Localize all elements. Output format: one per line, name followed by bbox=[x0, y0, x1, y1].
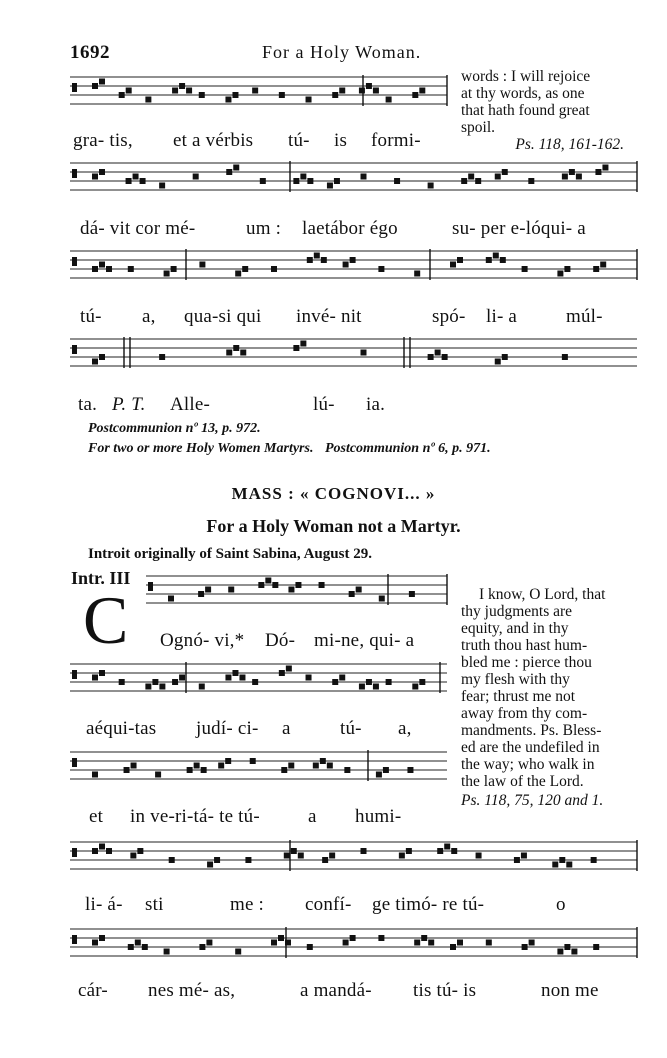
neume-note bbox=[361, 350, 367, 356]
neume-note bbox=[386, 97, 392, 103]
lyric-syllable: aéqui-tas bbox=[86, 718, 157, 739]
neume-note bbox=[361, 174, 367, 180]
lyric-syllable: o bbox=[556, 894, 566, 915]
chant-staff bbox=[146, 574, 447, 605]
neume-note bbox=[332, 92, 338, 98]
psalm-reference: Ps. 118, 161-162. bbox=[515, 136, 624, 153]
neume-note bbox=[521, 853, 527, 859]
neume-note bbox=[226, 169, 232, 175]
side-note-line: away from thy com- bbox=[461, 705, 588, 722]
neume-note bbox=[239, 675, 245, 681]
neume-note bbox=[407, 767, 413, 773]
neume-note bbox=[386, 679, 392, 685]
neume-note bbox=[201, 767, 207, 773]
neume-note bbox=[232, 92, 238, 98]
neume-note bbox=[562, 354, 568, 360]
neume-note bbox=[265, 578, 271, 584]
neume-note bbox=[99, 169, 105, 175]
neume-note bbox=[168, 596, 174, 602]
neume-note bbox=[252, 88, 258, 94]
neume-note bbox=[593, 266, 599, 272]
neume-note bbox=[320, 758, 326, 764]
neume-note bbox=[394, 178, 400, 184]
lyric-syllable: is bbox=[334, 130, 348, 151]
neume-note bbox=[245, 857, 251, 863]
neume-note bbox=[557, 271, 563, 277]
lyric-syllable: lú- bbox=[313, 394, 335, 415]
neume-note bbox=[286, 666, 292, 672]
neume-note bbox=[271, 266, 277, 272]
side-note-translation-1 bbox=[461, 68, 636, 153]
neume-note bbox=[159, 354, 165, 360]
neume-note bbox=[475, 178, 481, 184]
neume-note bbox=[92, 675, 98, 681]
neume-note bbox=[344, 767, 350, 773]
side-note-line: fear; thrust me not bbox=[461, 688, 576, 705]
neume-note bbox=[373, 88, 379, 94]
neume-note bbox=[128, 266, 134, 272]
lyric-syllable: múl- bbox=[566, 306, 603, 327]
neume-note bbox=[379, 596, 385, 602]
neume-note bbox=[92, 359, 98, 365]
neume-note bbox=[142, 944, 148, 950]
side-note-line: spoil. bbox=[461, 119, 496, 136]
neume-note bbox=[332, 679, 338, 685]
neume-note bbox=[99, 262, 105, 268]
lyric-syllable: a, bbox=[142, 306, 156, 327]
neume-note bbox=[442, 354, 448, 360]
neume-note bbox=[307, 178, 313, 184]
lyric-syllable: spó- bbox=[432, 306, 466, 327]
neume-note bbox=[130, 853, 136, 859]
neume-note bbox=[92, 848, 98, 854]
lyric-syllable: a bbox=[282, 718, 291, 739]
lyric-syllable: in ve-ri-tá- te tú- bbox=[130, 806, 260, 827]
neume-note bbox=[566, 862, 572, 868]
neume-note bbox=[444, 844, 450, 850]
side-note-line: words : I will rejoice bbox=[461, 68, 591, 85]
neume-note bbox=[564, 266, 570, 272]
neume-note bbox=[409, 591, 415, 597]
neume-note bbox=[571, 949, 577, 955]
neume-note bbox=[557, 949, 563, 955]
neume-note bbox=[327, 763, 333, 769]
chant-staff bbox=[70, 337, 637, 368]
lyric-syllable: et bbox=[89, 806, 104, 827]
c-clef bbox=[72, 169, 77, 178]
neume-note bbox=[199, 262, 205, 268]
neume-note bbox=[199, 684, 205, 690]
neume-note bbox=[242, 266, 248, 272]
neume-note bbox=[300, 341, 306, 347]
neume-note bbox=[300, 174, 306, 180]
neume-note bbox=[233, 165, 239, 171]
neume-note bbox=[126, 88, 132, 94]
neume-note bbox=[284, 853, 290, 859]
chant-staff bbox=[70, 927, 637, 958]
neume-note bbox=[406, 848, 412, 854]
lyric-syllable: a mandá- bbox=[300, 980, 372, 1001]
neume-note bbox=[569, 169, 575, 175]
neume-note bbox=[226, 350, 232, 356]
neume-note bbox=[378, 266, 384, 272]
neume-note bbox=[214, 857, 220, 863]
neume-note bbox=[366, 83, 372, 89]
side-note-line: bled me : pierce thou bbox=[461, 654, 592, 671]
neume-note bbox=[140, 178, 146, 184]
neume-note bbox=[457, 940, 463, 946]
neume-note bbox=[476, 853, 482, 859]
neume-note bbox=[486, 940, 492, 946]
neume-note bbox=[602, 165, 608, 171]
c-clef bbox=[72, 848, 77, 857]
lyric-syllable: nes mé- as, bbox=[148, 980, 236, 1001]
neume-note bbox=[343, 940, 349, 946]
neume-note bbox=[206, 940, 212, 946]
lyric-syllable: Dó- bbox=[265, 630, 296, 651]
lyric-syllable: qua-si qui bbox=[184, 306, 262, 327]
neume-note bbox=[419, 88, 425, 94]
neume-note bbox=[522, 944, 528, 950]
neume-note bbox=[495, 174, 501, 180]
side-note-line: at thy words, as one bbox=[461, 85, 585, 102]
c-clef bbox=[72, 345, 77, 354]
neume-note bbox=[314, 253, 320, 259]
neume-note bbox=[295, 582, 301, 588]
neume-note bbox=[428, 940, 434, 946]
neume-note bbox=[600, 262, 606, 268]
side-note-line: I know, O Lord, that bbox=[479, 586, 606, 603]
neume-note bbox=[486, 257, 492, 263]
neume-note bbox=[225, 758, 231, 764]
for-two-text: For two or more Holy Women Martyrs. bbox=[88, 441, 314, 456]
neume-note bbox=[199, 92, 205, 98]
lyric-syllable: ge timó- re tú- bbox=[372, 894, 485, 915]
lyric-syllable: tis tú- is bbox=[413, 980, 477, 1001]
lyric-syllable: et a vérbis bbox=[173, 130, 254, 151]
neume-note bbox=[186, 88, 192, 94]
neume-note bbox=[119, 679, 125, 685]
neume-note bbox=[502, 169, 508, 175]
neume-note bbox=[414, 271, 420, 277]
lyric-syllable: me : bbox=[230, 894, 265, 915]
neume-note bbox=[428, 183, 434, 189]
neume-note bbox=[356, 587, 362, 593]
neume-note bbox=[468, 174, 474, 180]
neume-note bbox=[293, 345, 299, 351]
neume-note bbox=[205, 587, 211, 593]
neume-note bbox=[291, 848, 297, 854]
neume-note bbox=[313, 763, 319, 769]
c-clef bbox=[148, 582, 153, 591]
neume-note bbox=[128, 944, 134, 950]
lyric-syllable: su- per e-lóqui- a bbox=[452, 218, 586, 239]
neume-note bbox=[334, 178, 340, 184]
for-two-postcommunion: Postcommunion nº 6, p. 971. bbox=[324, 441, 491, 456]
neume-note bbox=[322, 857, 328, 863]
neume-note bbox=[99, 935, 105, 941]
neume-note bbox=[576, 174, 582, 180]
neume-note bbox=[288, 587, 294, 593]
neume-note bbox=[412, 684, 418, 690]
lyric-syllable: a, bbox=[398, 718, 412, 739]
neume-note bbox=[159, 684, 165, 690]
neume-note bbox=[135, 940, 141, 946]
lyric-syllable: ta. bbox=[78, 394, 98, 415]
side-note-line: my flesh with thy bbox=[461, 671, 570, 688]
neume-note bbox=[271, 940, 277, 946]
neume-note bbox=[349, 591, 355, 597]
lyric-syllable: tú- bbox=[340, 718, 362, 739]
neume-note bbox=[240, 350, 246, 356]
neume-note bbox=[428, 354, 434, 360]
neume-note bbox=[373, 684, 379, 690]
lyric-syllable: laetábor égo bbox=[302, 218, 398, 239]
neume-note bbox=[359, 88, 365, 94]
neume-note bbox=[152, 679, 158, 685]
lyric-syllable: Alle- bbox=[170, 394, 211, 415]
side-note-line: equity, and in thy bbox=[461, 620, 569, 637]
neume-note bbox=[172, 679, 178, 685]
chant-staff bbox=[70, 750, 447, 781]
side-note-line: the law of the Lord. bbox=[461, 773, 584, 790]
side-note-line: the way; who walk in bbox=[461, 756, 595, 773]
neume-note bbox=[399, 853, 405, 859]
neume-note bbox=[307, 944, 313, 950]
neume-note bbox=[288, 763, 294, 769]
neume-note bbox=[451, 848, 457, 854]
neume-note bbox=[281, 767, 287, 773]
neume-note bbox=[366, 679, 372, 685]
neume-note bbox=[106, 266, 112, 272]
chant-staff bbox=[70, 840, 637, 871]
neume-note bbox=[529, 940, 535, 946]
neume-note bbox=[361, 848, 367, 854]
neume-note bbox=[92, 772, 98, 778]
lyric-syllable: mi-ne, qui- a bbox=[314, 630, 415, 651]
lyric-syllable: P. T. bbox=[112, 394, 146, 415]
chant-staff bbox=[70, 75, 447, 106]
c-clef bbox=[72, 257, 77, 266]
lyric-syllable: gra- tis, bbox=[73, 130, 133, 151]
neume-note bbox=[164, 271, 170, 277]
neume-note bbox=[450, 944, 456, 950]
neume-note bbox=[119, 92, 125, 98]
initial-letter: C bbox=[83, 582, 129, 658]
neume-note bbox=[235, 271, 241, 277]
neume-note bbox=[235, 949, 241, 955]
neume-note bbox=[279, 670, 285, 676]
neume-note bbox=[306, 97, 312, 103]
neume-note bbox=[412, 92, 418, 98]
neume-note bbox=[232, 670, 238, 676]
neume-note bbox=[350, 257, 356, 263]
neume-note bbox=[99, 79, 105, 85]
c-clef bbox=[72, 670, 77, 679]
side-note-line: ed are the undefiled in bbox=[461, 739, 600, 756]
chant-staff bbox=[70, 161, 637, 192]
neume-note bbox=[198, 591, 204, 597]
neume-note bbox=[225, 675, 231, 681]
neume-note bbox=[279, 92, 285, 98]
neume-note bbox=[272, 582, 278, 588]
neume-note bbox=[421, 935, 427, 941]
neume-note bbox=[319, 582, 325, 588]
neume-note bbox=[92, 174, 98, 180]
neume-note bbox=[278, 935, 284, 941]
neume-note bbox=[593, 944, 599, 950]
neume-note bbox=[164, 949, 170, 955]
neume-note bbox=[306, 675, 312, 681]
neume-note bbox=[495, 359, 501, 365]
running-title: For a Holy Woman. bbox=[262, 42, 422, 62]
neume-note bbox=[145, 684, 151, 690]
side-note-line: truth thou hast hum- bbox=[461, 637, 588, 654]
neume-note bbox=[92, 266, 98, 272]
neume-note bbox=[293, 178, 299, 184]
neume-note bbox=[225, 97, 231, 103]
neume-note bbox=[169, 857, 175, 863]
neume-note bbox=[155, 772, 161, 778]
introit-mode-label: Intr. III bbox=[71, 568, 131, 588]
neume-note bbox=[171, 266, 177, 272]
neume-note bbox=[250, 758, 256, 764]
lyric-syllable: non me bbox=[541, 980, 599, 1001]
psalm-reference: Ps. 118, 75, 120 and 1. bbox=[461, 792, 604, 809]
neume-note bbox=[159, 183, 165, 189]
neume-note bbox=[591, 857, 597, 863]
neume-note bbox=[339, 675, 345, 681]
neume-note bbox=[179, 675, 185, 681]
c-clef bbox=[72, 758, 77, 767]
neume-note bbox=[260, 178, 266, 184]
lyric-syllable: li- á- bbox=[85, 894, 123, 915]
neume-note bbox=[187, 767, 193, 773]
neume-note bbox=[378, 935, 384, 941]
lyric-syllable: formi- bbox=[371, 130, 421, 151]
neume-note bbox=[564, 944, 570, 950]
neume-note bbox=[99, 844, 105, 850]
neume-note bbox=[199, 944, 205, 950]
lyric-syllable: judí- ci- bbox=[196, 718, 259, 739]
neume-note bbox=[562, 174, 568, 180]
neume-note bbox=[172, 88, 178, 94]
neume-note bbox=[414, 940, 420, 946]
neume-note bbox=[233, 345, 239, 351]
neume-note bbox=[595, 169, 601, 175]
neume-note bbox=[179, 83, 185, 89]
neume-note bbox=[131, 763, 137, 769]
neume-note bbox=[450, 262, 456, 268]
neume-note bbox=[457, 257, 463, 263]
neume-note bbox=[528, 178, 534, 184]
page-number: 1692 bbox=[70, 42, 110, 63]
lyric-syllable: invé- nit bbox=[296, 306, 362, 327]
lyric-syllable: sti bbox=[145, 894, 164, 915]
lyric-syllable: tú- bbox=[80, 306, 102, 327]
neume-note bbox=[339, 88, 345, 94]
neume-note bbox=[321, 257, 327, 263]
neume-note bbox=[559, 857, 565, 863]
neume-note bbox=[258, 582, 264, 588]
neume-note bbox=[106, 848, 112, 854]
lyric-syllable: li- a bbox=[486, 306, 518, 327]
lyric-syllable: dá- vit cor mé- bbox=[80, 218, 196, 239]
neume-note bbox=[359, 684, 365, 690]
neume-note bbox=[207, 862, 213, 868]
side-note-line: that hath found great bbox=[461, 102, 590, 119]
neume-note bbox=[137, 848, 143, 854]
neume-note bbox=[522, 266, 528, 272]
neume-note bbox=[194, 763, 200, 769]
neume-note bbox=[500, 257, 506, 263]
neume-note bbox=[124, 767, 130, 773]
lyric-syllable: Ognó- vi,* bbox=[160, 630, 245, 651]
chant-staff bbox=[70, 249, 637, 280]
neume-note bbox=[376, 772, 382, 778]
lyric-syllable: ia. bbox=[366, 394, 386, 415]
lyric-syllable: tú- bbox=[288, 130, 310, 151]
postcommunion-note: Postcommunion nº 13, p. 972. bbox=[88, 421, 261, 436]
neume-note bbox=[218, 763, 224, 769]
neume-note bbox=[298, 853, 304, 859]
neume-note bbox=[493, 253, 499, 259]
neume-note bbox=[193, 174, 199, 180]
neume-note bbox=[329, 853, 335, 859]
neume-note bbox=[552, 862, 558, 868]
neume-note bbox=[461, 178, 467, 184]
side-note-line: thy judgments are bbox=[461, 603, 573, 620]
c-clef bbox=[72, 935, 77, 944]
introit-origin: Introit originally of Saint Sabina, August 29. bbox=[88, 546, 372, 562]
lyric-syllable: confí- bbox=[305, 894, 352, 915]
neume-note bbox=[437, 848, 443, 854]
side-note-line: mandments. Ps. Bless- bbox=[461, 722, 602, 739]
neume-note bbox=[92, 940, 98, 946]
neume-note bbox=[419, 679, 425, 685]
neume-note bbox=[502, 354, 508, 360]
side-note-translation-2 bbox=[461, 586, 636, 809]
neume-note bbox=[285, 940, 291, 946]
neume-note bbox=[307, 257, 313, 263]
neume-note bbox=[99, 354, 105, 360]
lyric-syllable: a bbox=[308, 806, 317, 827]
neume-note bbox=[435, 350, 441, 356]
mass-title: MASS : « COGNOVI... » bbox=[231, 484, 436, 503]
holy-women-martyrs-note bbox=[88, 441, 491, 457]
neume-note bbox=[383, 767, 389, 773]
neume-note bbox=[350, 935, 356, 941]
neume-note bbox=[327, 183, 333, 189]
neume-note bbox=[92, 83, 98, 89]
neume-note bbox=[126, 178, 132, 184]
neume-note bbox=[514, 857, 520, 863]
c-clef bbox=[72, 83, 77, 92]
neume-note bbox=[343, 262, 349, 268]
neume-note bbox=[145, 97, 151, 103]
lyric-syllable: humi- bbox=[355, 806, 402, 827]
mass-subtitle: For a Holy Woman not a Martyr. bbox=[206, 516, 461, 536]
neume-note bbox=[133, 174, 139, 180]
neume-note bbox=[228, 587, 234, 593]
neume-note bbox=[252, 679, 258, 685]
chant-staff bbox=[70, 662, 447, 693]
neume-note bbox=[99, 670, 105, 676]
lyric-syllable: cár- bbox=[78, 980, 108, 1001]
lyric-syllable: um : bbox=[246, 218, 282, 239]
